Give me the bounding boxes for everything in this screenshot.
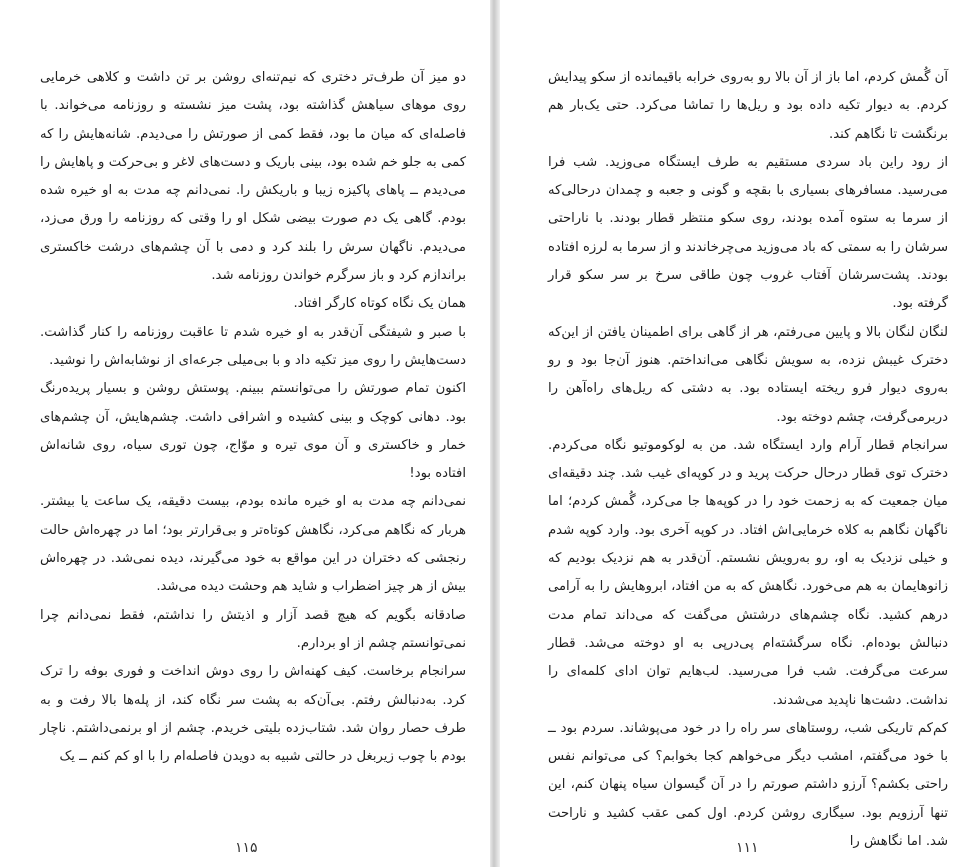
right-page-text [548, 64, 948, 856]
paragraph: آن گُمش کردم، اما باز از آن بالا رو به‌روی خرابه باقیمانده از سکو پیدایش کردم. به دیوار تکیه داده بود و ریل‌ها را تماشا می‌کرد. حتی یک‌بار هم برنگشت تا نگاهم کند. [548, 70, 948, 142]
right-page [500, 0, 973, 867]
paragraph: از رود راین باد سردی مستقیم به طرف ایستگاه می‌وزید. شب فرا می‌رسید. مسافرهای بسیاری با بقچه و گونی و جعبه و چمدان درحالی‌که از سرما به ستوه آمده بودند، روی سکو منتظر قطار بودند. با ناراحتی سرشان را به سمتی که باد می‌وزید می‌چرخاندند و از سرما به لرزه افتاده بودند. پشت‌سرشان آفتاب غروب چون طاقی سرخ بر سر سکو قرار گرفته بود. [548, 154, 948, 312]
page-number: ۱۱۵ [235, 840, 258, 856]
paragraph: صادقانه بگویم که هیچ قصد آزار و اذیتش را نداشتم، فقط نمی‌دانم چرا نمی‌توانستم چشم از او بردارم. [40, 607, 466, 651]
paragraph: لنگان لنگان بالا و پایین می‌رفتم، هر از گاهی برای اطمینان یافتن از این‌که دخترک غیبش نزده، به سویش نگاهی می‌انداختم. هنوز آن‌جا بود و رو به‌روی دیوار فرو ریخته ایستاده بود. به دشتی که ریل‌های راه‌آهن را دربرمی‌گرفت، چشم دوخته بود. [548, 324, 948, 425]
paragraph: همان یک نگاه کوتاه کارگر افتاد. [293, 296, 466, 312]
paragraph: با صبر و شیفتگی آن‌قدر به او خیره شدم تا عاقبت روزنامه را کنار گذاشت. دست‌هایش را روی میز تکیه داد و با بی‌میلی جرعه‌ای از نوشابه‌اش را نوشید. [40, 324, 466, 368]
paragraph: سرانجام قطار آرام وارد ایستگاه شد. من به لوکوموتیو نگاه می‌کردم. دخترک توی قطار درحال حرکت پرید و در کوپه‌ای غیب شد. چند دقیقه‌ای میان جمعیت که به زحمت خود را در کوپه‌ها جا می‌کرد، گُمش کردم؛ اما ناگهان نگاهم به کلاه خرمایی‌اش افتاد. در کوپه آخری بود. وارد کوپه شدم و خیلی نزدیک به او، رو به‌رویش نشستم. آن‌قدر به هم نزدیک بودیم که زانوهایمان به هم می‌خورد. نگاهش که به من افتاد، ابروهایش را به آرامی درهم کشید. نگاه چشم‌های درشتش می‌گفت که می‌داند تمام مدت دنبالش بوده‌ام. نگاه سرگشته‌ام پی‌درپی به او دوخته می‌شد. قطار سرعت می‌گرفت. شب فرا می‌رسید. لب‌هایم توان ادای کلمه‌ای را نداشت. دشت‌ها ناپدید می‌شدند. [548, 437, 948, 708]
book-gutter [490, 0, 500, 867]
paragraph: کم‌کم تاریکی شب، روستاهای سر راه را در خود می‌پوشاند. سردم بود ــ با خود می‌گفتم، امشب دیگر می‌خواهم کجا بخوابم؟ کی می‌توانم نفس راحتی بکشم؟ آرزو داشتم صورتم را در آن گیسوان سیاه پنهان کنم، این تنها آرزویم بود. سیگاری روشن کردم. اول کمی عقب کشید و ناراحت شد. اما نگاهش را [548, 720, 948, 850]
paragraph: نمی‌دانم چه مدت به او خیره مانده بودم، بیست دقیقه، یک ساعت یا بیشتر. هربار که نگاهم می‌کرد، نگاهش کوتاه‌تر و بی‌قرارتر بود؛ اما در چهره‌اش حالت رنجشی که دختران در این مواقع به خود می‌گیرند، دیده نمی‌شد. در چهره‌اش بیش از هر چیز اضطراب و شاید هم وحشت دیده می‌شد. [40, 494, 466, 595]
paragraph: دو میز آن طرف‌تر دختری که نیم‌تنه‌ای روشن بر تن داشت و کلاهی خرمایی روی موهای سیاهش گذاشته بود، پشت میز نشسته و روزنامه می‌خواند. با فاصله‌ای که میان ما بود، فقط کمی از صورتش را می‌دیدم. شانه‌هایش را که کمی به جلو خم شده بود، بینی باریک و دست‌های لاغر و بی‌حرکت و پاهایش را می‌دیدم ــ پاهای پاکیزه زیبا و باریکش را. نمی‌دانم چه مدت به او خیره شده بودم. گاهی یک دم صورت بیضی شکل او را وقتی که روزنامه را ورق می‌زد، می‌دیدم. ناگهان سرش را بلند کرد و دمی با آن چشم‌های درشت خاکستری براندازم کرد و باز سرگرم خواندن روزنامه شد. [40, 70, 466, 284]
paragraph: اکنون تمام صورتش را می‌توانستم ببینم. پوستش روشن و بسیار پریده‌رنگ بود. دهانی کوچک و بینی کشیده و اشرافی داشت. چشم‌هایش، آن چشم‌های خمار و خاکستری و آن موی تیره و موّاج، چون توری سیاه، روی شانه‌اش افتاده بود! [40, 381, 466, 482]
page-number: ۱۱۱ [736, 840, 759, 856]
paragraph: سرانجام برخاست. کیف کهنه‌اش را روی دوش انداخت و فوری بوفه را ترک کرد. به‌دنبالش رفتم. بی‌آن‌که به پشت سر نگاه کند، از پله‌ها بالا رفت و به طرف حصار روان شد. شتاب‌زده بلیتی خریدم. چشم از او برنمی‌داشتم. ناچار بودم با چوب زیربغل در حالتی شبیه به دویدن فاصله‌ام را با او کم کنم ــ یک [40, 664, 466, 765]
left-page-text [40, 64, 466, 771]
